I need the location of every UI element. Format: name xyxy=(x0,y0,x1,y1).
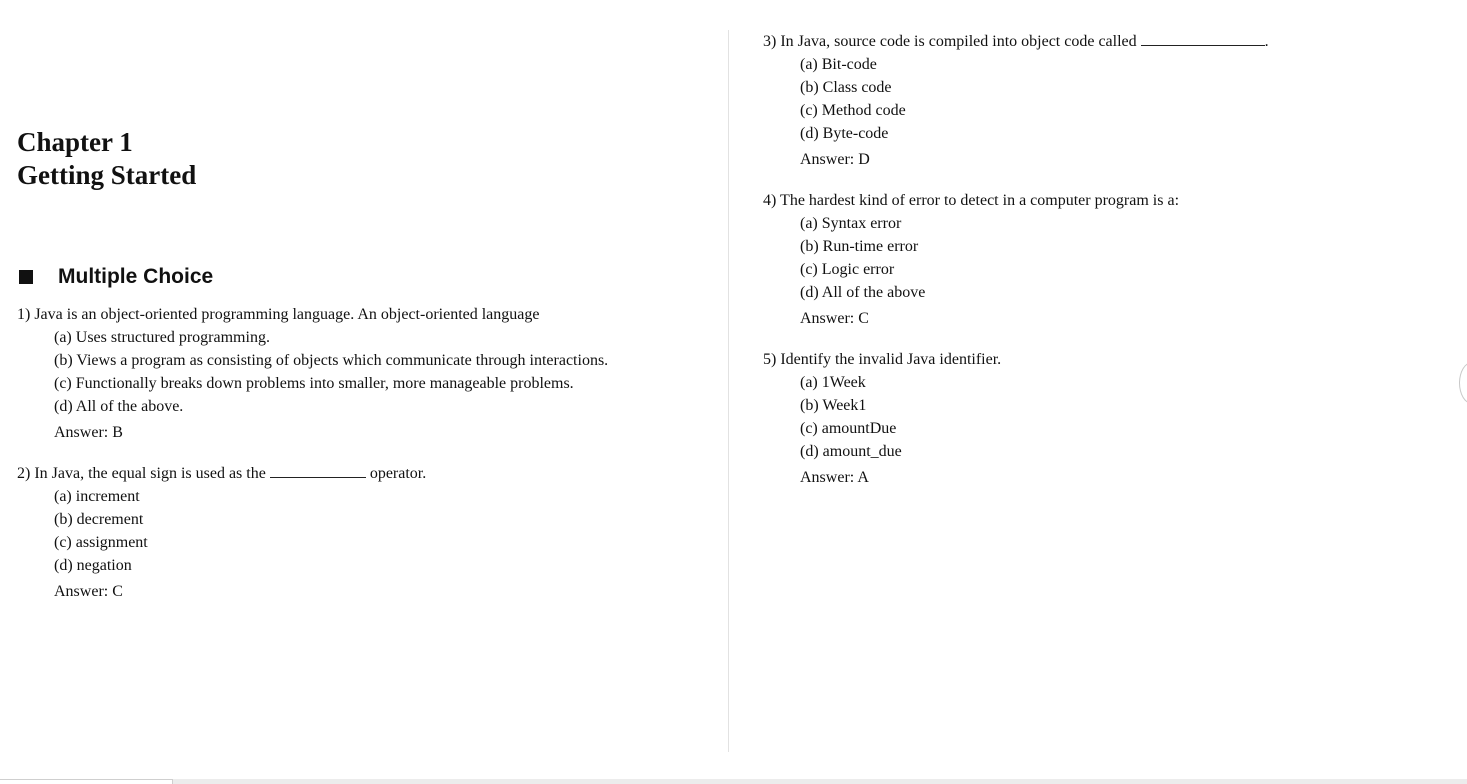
page-tab[interactable] xyxy=(0,779,173,784)
option-d: (d) negation xyxy=(54,557,132,574)
option-c: (c) assignment xyxy=(54,534,148,551)
option-b: (b) Run-time error xyxy=(800,238,919,255)
square-bullet-icon xyxy=(19,270,33,284)
answer-text: Answer: C xyxy=(54,583,123,600)
question-text-before: 3) In Java, source code is compiled into object code called xyxy=(763,33,1141,50)
option-c: (c) Logic error xyxy=(800,261,895,278)
answer-text: Answer: C xyxy=(800,310,869,327)
option-c: (c) Method code xyxy=(800,102,906,119)
question-5 xyxy=(763,348,1001,489)
option-a: (a) Uses structured programming. xyxy=(54,329,270,346)
option-c: (c) Functionally breaks down problems into smaller, more manageable problems. xyxy=(54,375,574,392)
question-text-after: operator. xyxy=(365,465,427,482)
answer-text: Answer: B xyxy=(54,424,123,441)
question-2 xyxy=(17,462,426,603)
section-title: Multiple Choice xyxy=(58,265,214,288)
fill-in-blank xyxy=(270,463,366,478)
question-text: 1) Java is an object-oriented programming language. An object-oriented language xyxy=(17,306,540,323)
option-d: (d) All of the above xyxy=(800,284,926,301)
option-a: (a) Bit-code xyxy=(800,56,877,73)
option-b: (b) decrement xyxy=(54,511,144,528)
option-a: (a) Syntax error xyxy=(800,215,902,232)
question-text: 5) Identify the invalid Java identifier. xyxy=(763,351,1002,368)
chapter-title xyxy=(17,126,196,192)
column-divider xyxy=(728,30,729,752)
answer-text: Answer: A xyxy=(800,469,869,486)
option-d: (d) amount_due xyxy=(800,443,902,460)
question-3 xyxy=(763,30,1269,171)
option-b: (b) Class code xyxy=(800,79,892,96)
option-d: (d) Byte-code xyxy=(800,125,889,142)
question-text-before: 2) In Java, the equal sign is used as the xyxy=(17,465,270,482)
chapter-number: Chapter 1 xyxy=(17,127,133,157)
answer-text: Answer: D xyxy=(800,151,870,168)
option-a: (a) increment xyxy=(54,488,140,505)
option-c: (c) amountDue xyxy=(800,420,897,437)
question-1 xyxy=(17,303,608,444)
scroll-handle[interactable] xyxy=(1459,362,1467,404)
fill-in-blank xyxy=(1141,31,1265,46)
option-a: (a) 1Week xyxy=(800,374,866,391)
option-d: (d) All of the above. xyxy=(54,398,184,415)
status-bar xyxy=(0,779,1467,784)
option-b: (b) Week1 xyxy=(800,397,867,414)
question-text xyxy=(763,30,1269,53)
question-text: 4) The hardest kind of error to detect in a computer program is a: xyxy=(763,192,1180,209)
question-text xyxy=(17,462,426,485)
section-heading xyxy=(17,264,213,290)
option-b: (b) Views a program as consisting of objects which communicate through interactions. xyxy=(54,352,609,369)
question-text-after: . xyxy=(1264,33,1269,50)
chapter-name: Getting Started xyxy=(17,160,197,190)
question-4 xyxy=(763,189,1179,330)
